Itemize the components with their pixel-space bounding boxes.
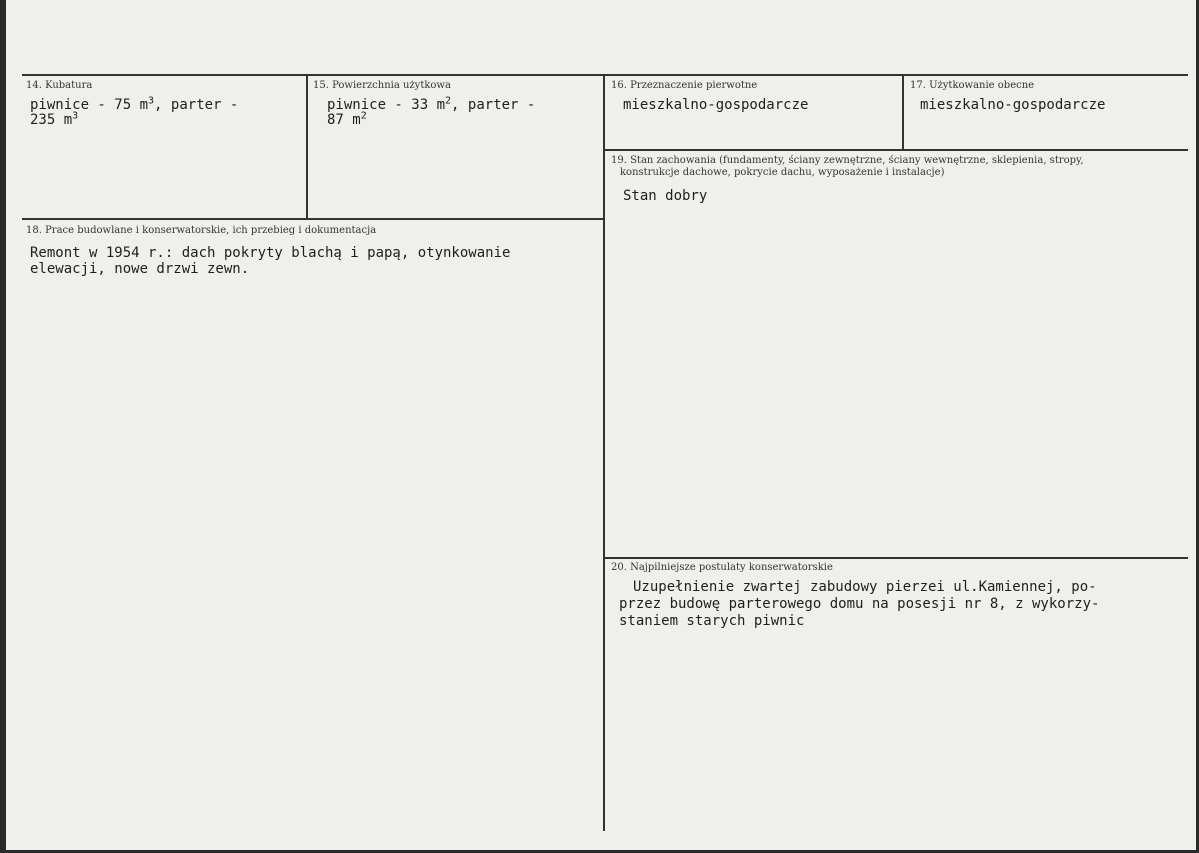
field-19-label-line2: konstrukcje dachowe, pokrycie dachu, wyposażenie i instalacje): [620, 167, 945, 178]
field-15-text-a: piwnice - 33 m: [327, 97, 446, 113]
field-16-value: mieszkalno-gospodarcze: [623, 97, 809, 113]
field-15-value-line1: [327, 97, 535, 113]
card-left-edge: [0, 0, 6, 853]
divider-14-15: [306, 74, 308, 219]
field-18-label: 18. Prace budowlane i konserwatorskie, ich przebieg i dokumentacja: [26, 225, 377, 236]
field-18-value-line1: Remont w 1954 r.: dach pokryty blachą i papą, otynkowanie: [30, 245, 511, 261]
field-14-label: 14. Kubatura: [26, 80, 93, 91]
field-20-label: 20. Najpilniejsze postulaty konserwatorskie: [611, 562, 833, 573]
field-15-value-line2: [327, 112, 367, 128]
top-rule: [22, 74, 1188, 76]
field-15-text-b: , parter -: [451, 97, 536, 113]
field-15-label: 15. Powierzchnia użytkowa: [313, 80, 451, 91]
divider-center: [603, 74, 605, 831]
field-14-text-c: 235 m: [30, 112, 73, 128]
field-20-value-line3: staniem starych piwnic: [619, 613, 805, 629]
field-16-label: 16. Przeznaczenie pierwotne: [611, 80, 758, 91]
field-18-value-line2: elewacji, nowe drzwi zewn.: [30, 261, 250, 277]
rule-above-18: [22, 218, 604, 220]
field-14-sup-b: 3: [72, 110, 79, 122]
divider-16-17: [902, 74, 904, 150]
field-15-text-c: 87 m: [327, 112, 361, 128]
field-15-sup-b: 2: [360, 110, 367, 122]
field-14-value-line1: [30, 97, 238, 113]
field-17-label: 17. Użytkowanie obecne: [910, 80, 1035, 91]
field-19-label-line1: 19. Stan zachowania (fundamenty, ściany zewnętrzne, ściany wewnętrzne, sklepienia, stropy,: [611, 155, 1084, 166]
field-15-sup-a: 2: [445, 95, 452, 107]
field-14-sup-a: 3: [148, 95, 155, 107]
rule-above-20: [604, 557, 1188, 559]
rule-above-19: [604, 149, 1188, 151]
field-20-value-line2: przez budowę parterowego domu na posesji nr 8, z wykorzy-: [619, 596, 1100, 612]
field-17-value: mieszkalno-gospodarcze: [920, 97, 1106, 113]
field-19-value: Stan dobry: [623, 188, 708, 204]
field-20-value-line1: Uzupełnienie zwartej zabudowy pierzei ul.Kamiennej, po-: [633, 579, 1097, 595]
field-14-text-b: , parter -: [154, 97, 239, 113]
field-14-value-line2: [30, 112, 78, 128]
field-14-text-a: piwnice - 75 m: [30, 97, 149, 113]
